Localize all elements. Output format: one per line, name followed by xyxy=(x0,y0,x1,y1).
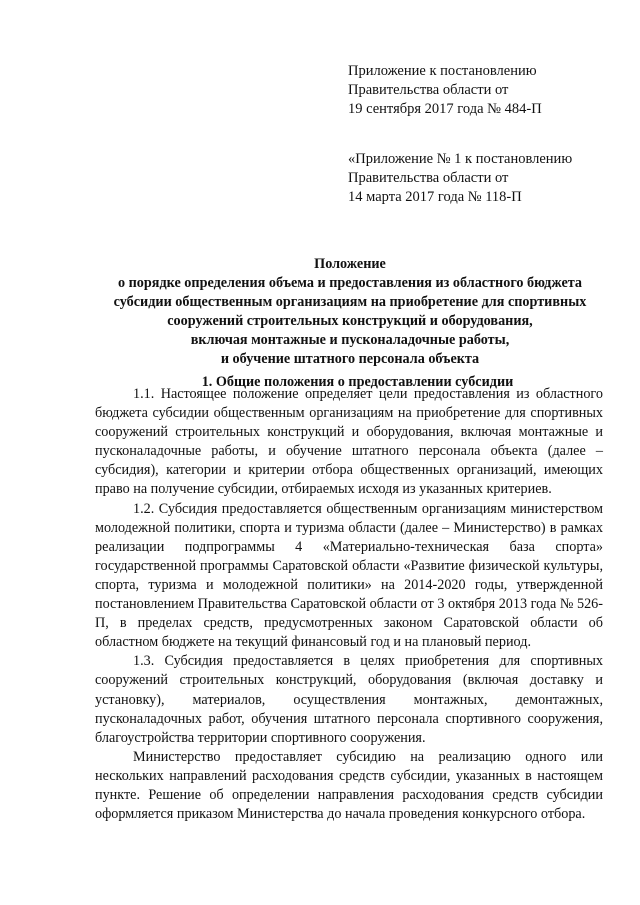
document-title xyxy=(80,255,620,369)
section-body xyxy=(95,385,603,824)
paragraph-1-3: 1.3. Субсидия предоставляется в целях приобретения для спортивных сооружений строительных конструкций, оборудования (включая доставку и установку), материалов, осуществления монтажных, демонтажных, пусконаладочных работ, обучения штатного персонала спортивного сооружения, благоустройства территории спортивного сооружения. xyxy=(95,653,603,746)
paragraph-1-3-continued: Министерство предоставляет субсидию на реализацию одного или нескольких направлений расходования средств субсидии, указанных в настоящем пункте. Решение об определении направления расходования средств субсидии оформляется приказом Министерства до начала проведения конкурсного отбора. xyxy=(95,748,603,823)
title-line: включая монтажные и пусконаладочные работы, xyxy=(190,332,510,348)
section-heading: 1. Общие положения о предоставлении субсидии xyxy=(201,374,514,390)
appendix-reference-2 xyxy=(348,150,618,207)
appendix-2-line: 14 марта 2017 года № 118-П xyxy=(348,189,522,205)
appendix-1-line: Приложение к постановлению xyxy=(348,63,537,79)
appendix-reference-1 xyxy=(348,62,618,119)
paragraph-1-2: 1.2. Субсидия предоставляется общественным организациям министерством молодежной политики, спорта и туризма области (далее – Министерство) в рамках реализации подпрограммы 4 «Материально-техническая база спорта» государственной программы Саратовской области «Развитие физической культуры, спорта, туризма и молодежной политики» на 2014-2020 годы, утвержденной постановлением Правительства Саратовской области от 3 октября 2013 года № 526-П, в пределах средств, предусмотренных законом Саратовской области об областном бюджете на текущий финансовый год и на плановый период. xyxy=(95,500,603,651)
paragraph-1-1: 1.1. Настоящее положение определяет цели предоставления из областного бюджета субсидии общественным организациям на приобретение для спортивных сооружений строительных конструкций и оборудования, включая монтажные и пусконаладочные работы, и обучение штатного персонала объекта (далее – субсидия), категории и критерии отбора общественных организаций, имеющих право на получение субсидии, отбираемых исходя из указанных критериев. xyxy=(95,386,603,498)
appendix-1-line: 19 сентября 2017 года № 484-П xyxy=(348,101,542,117)
title-line: о порядке определения объема и предоставления из областного бюджета xyxy=(117,275,582,291)
title-line: и обучение штатного персонала объекта xyxy=(220,351,480,367)
title-line: субсидии общественным организациям на приобретение для спортивных xyxy=(113,294,587,310)
title-line: сооружений строительных конструкций и оборудования, xyxy=(167,313,533,329)
title-line: Положение xyxy=(314,256,386,272)
appendix-1-line: Правительства области от xyxy=(348,82,509,98)
appendix-2-line: «Приложение № 1 к постановлению xyxy=(348,151,573,167)
appendix-2-line: Правительства области от xyxy=(348,170,509,186)
